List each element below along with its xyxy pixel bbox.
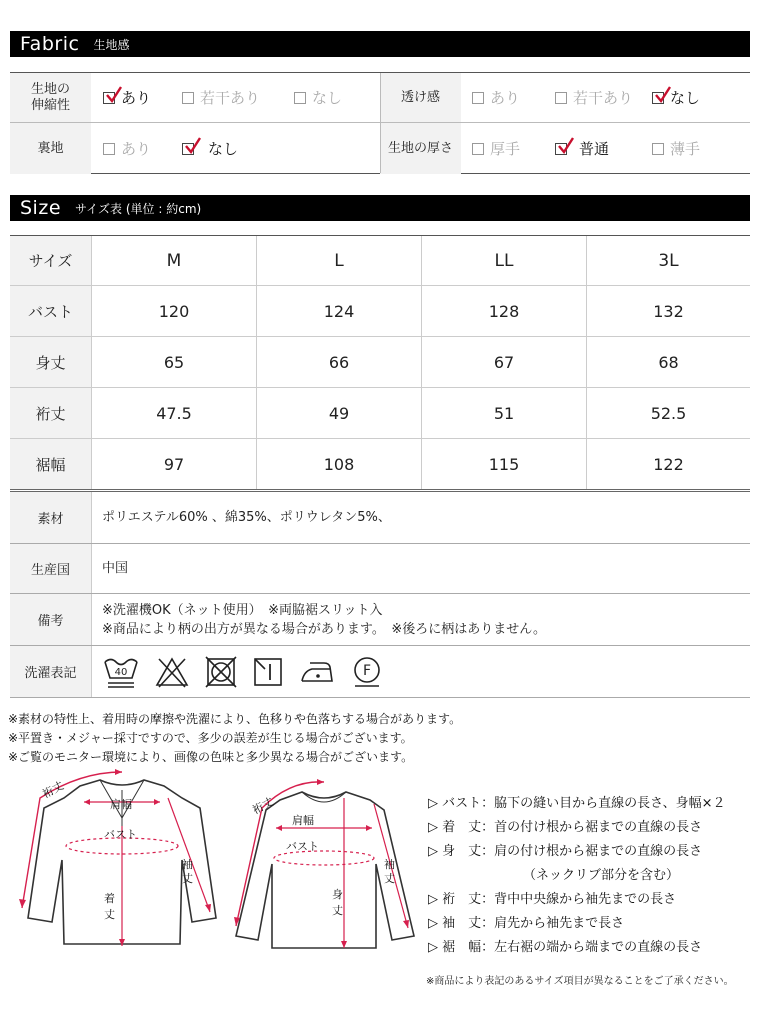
svg-text:F: F — [362, 662, 372, 679]
fabric-section-header — [10, 31, 750, 57]
size-col-m: M — [91, 236, 256, 285]
notes — [8, 710, 461, 767]
sheer-label: 透け感 — [380, 73, 461, 122]
care-label: 洗濯表記 — [10, 646, 91, 697]
table-cell: 68 — [586, 337, 750, 387]
fabric-subtitle: 生地感 — [93, 37, 130, 52]
table-cell: 52.5 — [586, 388, 750, 438]
thickness-option-thin: 薄手 — [652, 123, 700, 174]
row-label-bust: バスト — [10, 286, 91, 336]
table-row — [10, 439, 750, 490]
table-row — [10, 337, 750, 388]
legend-item: ▷ 身 丈：肩の付け根から裾までの直線の長さ — [428, 844, 703, 859]
lining-label: 裏地 — [10, 123, 91, 174]
svg-text:肩幅: 肩幅 — [292, 814, 314, 827]
table-cell: 67 — [421, 337, 586, 387]
sheer-option-yes: あり — [472, 73, 520, 122]
table-cell: 120 — [91, 286, 256, 336]
size-col-3l: 3L — [586, 236, 750, 285]
iron-low-icon — [298, 657, 336, 687]
remarks-value: ※洗濯機OK（ネット使用） ※両脇裾スリット入 ※商品により柄の出方が異なる場合があります。 ※後ろに柄はありません。 — [91, 594, 750, 645]
note-line: ※ご覧のモニター環境により、画像の色味と多少異なる場合がございます。 — [8, 750, 414, 764]
remarks-row — [10, 594, 750, 646]
table-cell: 49 — [256, 388, 421, 438]
material-table — [10, 489, 750, 698]
no-bleach-icon — [154, 655, 190, 689]
size-section-header — [10, 195, 750, 221]
thickness-label: 生地の厚さ — [380, 123, 461, 174]
stretch-label: 生地の 伸縮性 — [10, 73, 91, 122]
stretch-option-yes: あり — [103, 73, 151, 122]
table-row — [10, 286, 750, 337]
dry-clean-f-icon — [350, 655, 384, 689]
table-cell: 97 — [91, 439, 256, 489]
table-cell: 108 — [256, 439, 421, 489]
svg-text:バスト: バスト — [104, 828, 137, 841]
origin-label: 生産国 — [10, 544, 91, 593]
size-title: Size — [20, 197, 62, 219]
row-label-length: 身丈 — [10, 337, 91, 387]
note-line: ※素材の特性上、着用時の摩擦や洗濯により、色移りや色落ちする場合があります。 — [8, 712, 462, 726]
sheer-option-slight: 若干あり — [555, 73, 633, 122]
care-icons — [102, 654, 750, 690]
footnote: ※商品により表記のあるサイズ項目が異なることをご了承ください。 — [426, 976, 734, 987]
table-cell: 132 — [586, 286, 750, 336]
size-subtitle: サイズ表 (単位 : 約cm) — [75, 201, 202, 216]
size-col-l: L — [256, 236, 421, 285]
legend-item: ▷ 袖 丈：肩先から袖先まで長さ — [428, 916, 625, 931]
note-line: ※平置き・メジャー採寸ですので、多少の誤差が生じる場合がございます。 — [8, 731, 413, 745]
material-row — [10, 492, 750, 544]
lining-option-yes: あり — [103, 123, 151, 174]
fabric-title: Fabric — [20, 33, 80, 55]
size-table — [10, 235, 750, 490]
remarks-label: 備考 — [10, 594, 91, 645]
fabric-divider — [380, 73, 381, 173]
table-row — [10, 388, 750, 439]
svg-text:バスト: バスト — [286, 840, 319, 853]
measurement-diagram — [0, 768, 420, 958]
svg-text:袖: 袖 — [182, 858, 193, 871]
legend-item: （ネックリブ部分を含む） — [523, 868, 680, 883]
wash-40-icon — [102, 654, 140, 690]
lining-option-none: なし — [182, 123, 238, 174]
svg-text:袖: 袖 — [384, 858, 395, 871]
svg-text:裄丈: 裄丈 — [250, 795, 276, 817]
material-value: ポリエステル60% 、綿35%、ポリウレタン5%、 — [91, 492, 750, 543]
table-cell: 47.5 — [91, 388, 256, 438]
material-label: 素材 — [10, 492, 91, 543]
care-row — [10, 646, 750, 698]
svg-text:裄丈: 裄丈 — [40, 779, 66, 801]
origin-value: 中国 — [91, 544, 750, 593]
size-col-ll: LL — [421, 236, 586, 285]
table-cell: 115 — [421, 439, 586, 489]
no-tumble-dry-icon — [204, 655, 238, 689]
sheer-option-none: なし — [652, 73, 700, 122]
svg-text:丈: 丈 — [384, 872, 395, 885]
stretch-option-none: なし — [294, 73, 342, 122]
legend-item: ▷ バスト：脇下の縫い目から直線の長さ、身幅×２ — [428, 796, 726, 811]
table-cell: 128 — [421, 286, 586, 336]
origin-row — [10, 544, 750, 594]
svg-text:丈: 丈 — [182, 872, 193, 885]
svg-text:丈: 丈 — [104, 908, 115, 921]
legend-item: ▷ 裾 幅：左右裾の端から端までの直線の長さ — [428, 940, 703, 955]
thickness-option-thick: 厚手 — [472, 123, 520, 174]
svg-text:着: 着 — [104, 892, 115, 905]
table-cell: 51 — [421, 388, 586, 438]
size-header-label: サイズ — [10, 236, 91, 285]
care-icons-cell — [91, 646, 750, 697]
fabric-table — [10, 72, 750, 174]
svg-text:丈: 丈 — [332, 904, 343, 917]
table-cell: 66 — [256, 337, 421, 387]
thickness-option-normal: 普通 — [555, 123, 609, 174]
table-cell: 122 — [586, 439, 750, 489]
size-header-row — [10, 236, 750, 286]
row-label-sleeve-yuki: 裄丈 — [10, 388, 91, 438]
svg-text:肩幅: 肩幅 — [110, 798, 132, 811]
table-cell: 65 — [91, 337, 256, 387]
line-dry-shade-icon — [252, 656, 284, 688]
legend-item: ▷ 裄 丈：背中中央線から袖先までの長さ — [428, 892, 677, 907]
row-label-hem-width: 裾幅 — [10, 439, 91, 489]
table-cell: 124 — [256, 286, 421, 336]
legend-item: ▷ 着 丈：首の付け根から裾までの直線の長さ — [428, 820, 703, 835]
svg-text:40: 40 — [114, 666, 128, 678]
svg-text:身: 身 — [332, 888, 343, 901]
stretch-option-slight: 若干あり — [182, 73, 260, 122]
measurement-legend — [428, 792, 726, 960]
